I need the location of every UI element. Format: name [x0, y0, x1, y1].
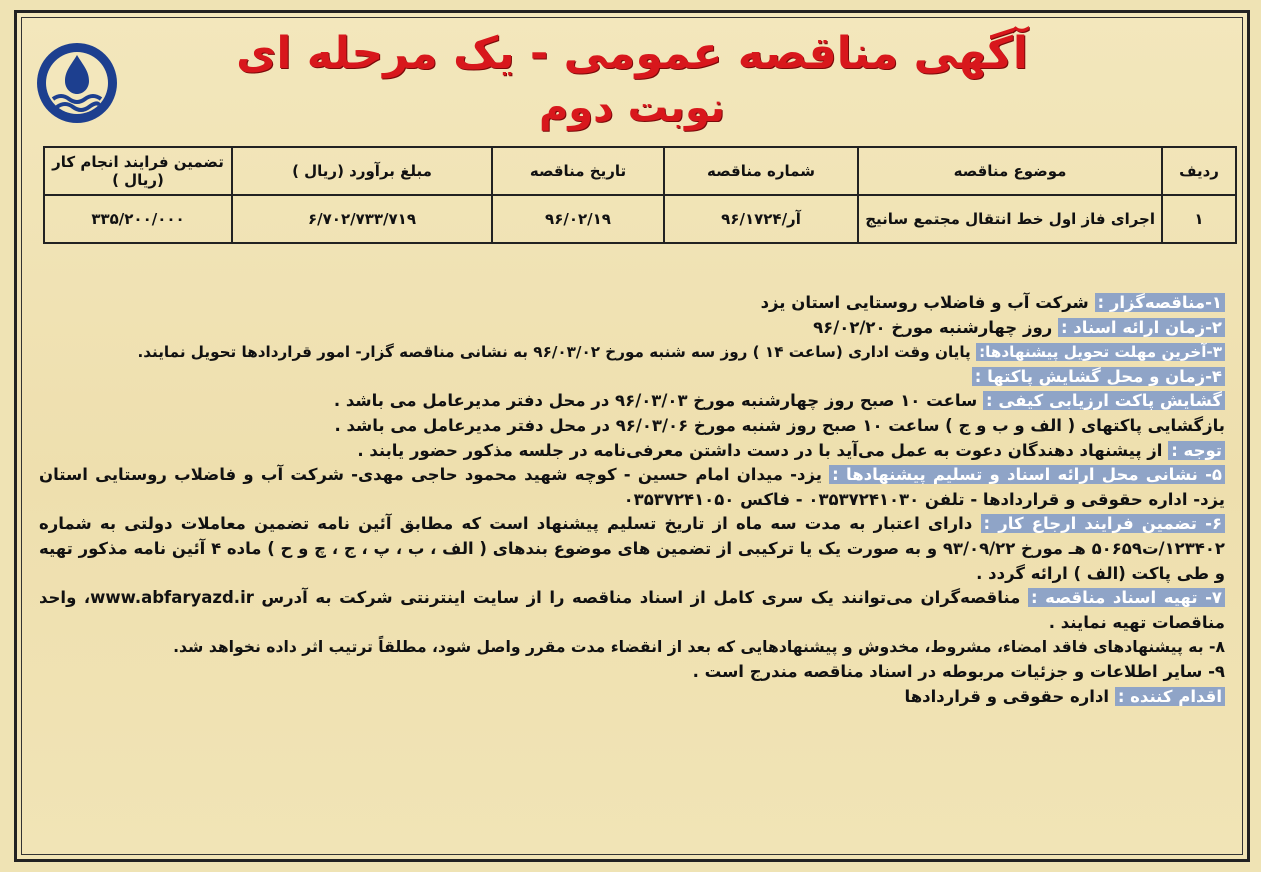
item-label: گشایش پاکت ارزیابی کیفی :	[983, 391, 1225, 410]
cell-tender-date: ۹۶/۰۲/۱۹	[492, 195, 664, 243]
notice-heading: آگهی مناقصه عمومی - یک مرحله ای	[236, 28, 1028, 79]
item-text: بازگشایی پاکتهای ( الف و ب و ج ) ساعت ۱۰ صبح روز شنبه مورخ ۹۶/۰۳/۰۶ در محل دفتر مدیرعامل می باشد .	[334, 415, 1225, 435]
item-text: دارای اعتبار به مدت سه ماه از تاریخ تسلیم پیشنهاد است که مطابق آئین نامه تضمین معاملات دولتی به شماره ۱۲۳۴۰۲/ت۵۰۶۵۹ هـ مورخ ۹۳/۰۹/۲۲ و به صورت یک یا ترکیبی از تضمین های موضوع بندهای ( الف ، ب ، پ ، ج ، چ و ح ) ماده ۴ آئین نامه مذکور تهیه و طی پاکت (الف ) ارائه گردد .	[39, 514, 1225, 583]
cell-row-number: ۱	[1162, 195, 1236, 243]
item-invalid-bids	[39, 635, 1225, 660]
item-envelope-opening	[39, 414, 1225, 439]
col-tender-number: شماره مناقصه	[664, 147, 858, 195]
water-company-logo	[35, 41, 119, 125]
item-label: ۳-آخرین مهلت تحویل پیشنهادها:	[976, 343, 1225, 361]
item-text: ۹- سایر اطلاعات و جزئیات مربوطه در اسناد مناقصه مندرج است .	[692, 661, 1225, 681]
item-text: مناقصه‌گران می‌توانند یک سری کامل از اسناد مناقصه را از سایت اینترنتی شرکت به آدرس www.abfaryazd.ir، واحد مناقصات تهیه نمایند .	[39, 588, 1225, 632]
item-guarantee	[39, 512, 1225, 586]
cell-subject: اجرای فاز اول خط انتقال مجتمع سانیج	[858, 195, 1162, 243]
item-deadline	[39, 340, 1225, 365]
item-other-info	[39, 660, 1225, 685]
item-label: ۷- تهیه اسناد مناقصه :	[1028, 588, 1225, 607]
item-text: ساعت ۱۰ صبح روز چهارشنبه مورخ ۹۶/۰۳/۰۳ در محل دفتر مدیرعامل می باشد .	[333, 391, 978, 411]
item-label: ۱-مناقصه‌گزار :	[1095, 293, 1226, 312]
item-label: ۵- نشانی محل ارائه اسناد و تسلیم پیشنهادها :	[829, 465, 1225, 484]
table-row	[44, 195, 1236, 243]
item-label: ۲-زمان ارائه اسناد :	[1058, 318, 1225, 337]
notice-round: نوبت دوم	[538, 85, 726, 131]
item-label: ۶- تضمین فرایند ارجاع کار :	[981, 514, 1226, 533]
cell-estimate: ۶/۷۰۲/۷۳۳/۷۱۹	[232, 195, 492, 243]
item-text: اداره حقوقی و قراردادها	[904, 686, 1110, 706]
col-tender-date: تاریخ مناقصه	[492, 147, 664, 195]
item-quality-opening	[39, 389, 1225, 414]
item-text: ۸- به پیشنهادهای فاقد امضاء، مشروط، مخدوش و پیشنهادهایی که بعد از انقضاء مدت مقرر واصل شود، مطلقاً ترتیب اثر داده نخواهد شد.	[173, 638, 1225, 657]
tender-notice	[14, 10, 1250, 862]
item-issuer	[39, 685, 1225, 710]
item-text: روز چهارشنبه مورخ ۹۶/۰۲/۲۰	[813, 317, 1053, 337]
item-text: پایان وقت اداری (ساعت ۱۴ ) روز سه شنبه مورخ ۹۶/۰۳/۰۲ به نشانی مناقصه گزار- امور قراردادها تحویل نمایند.	[137, 343, 971, 362]
notice-body	[39, 291, 1225, 709]
item-opening-heading	[39, 365, 1225, 390]
col-subject: موضوع مناقصه	[858, 147, 1162, 195]
item-label: توجه :	[1168, 441, 1225, 460]
item-documents	[39, 586, 1225, 635]
col-row-number: ردیف	[1162, 147, 1236, 195]
item-label: ۴-زمان و محل گشایش پاکتها :	[972, 367, 1225, 386]
tender-table	[43, 146, 1237, 244]
notice-title	[167, 25, 1097, 133]
table-header-row	[44, 147, 1236, 195]
item-document-time	[39, 316, 1225, 341]
item-note	[39, 439, 1225, 464]
item-address	[39, 463, 1225, 512]
item-tenderer	[39, 291, 1225, 316]
item-text: از پیشنهاد دهندگان دعوت به عمل می‌آید با در دست داشتن معرفی‌نامه در جلسه مذکور حضور یابند .	[357, 440, 1163, 460]
col-estimate: مبلغ برآورد (ریال )	[232, 147, 492, 195]
item-text: شرکت آب و فاضلاب روستایی استان یزد	[760, 293, 1089, 312]
item-text: یزد- میدان امام حسین - کوچه شهید محمود حاجی مهدی- شرکت آب و فاضلاب روستایی استان یزد- اداره حقوقی و قراردادها - تلفن ۰۳۵۳۷۲۴۱۰۳۰ - فاکس ۰۳۵۳۷۲۴۱۰۵۰	[39, 465, 1225, 509]
cell-guarantee: ۳۳۵/۲۰۰/۰۰۰	[44, 195, 232, 243]
col-guarantee: تضمین فرایند انجام کار (ریال )	[44, 147, 232, 195]
cell-tender-number: آر/۹۶/۱۷۲۴	[664, 195, 858, 243]
item-label: اقدام کننده :	[1115, 687, 1225, 706]
